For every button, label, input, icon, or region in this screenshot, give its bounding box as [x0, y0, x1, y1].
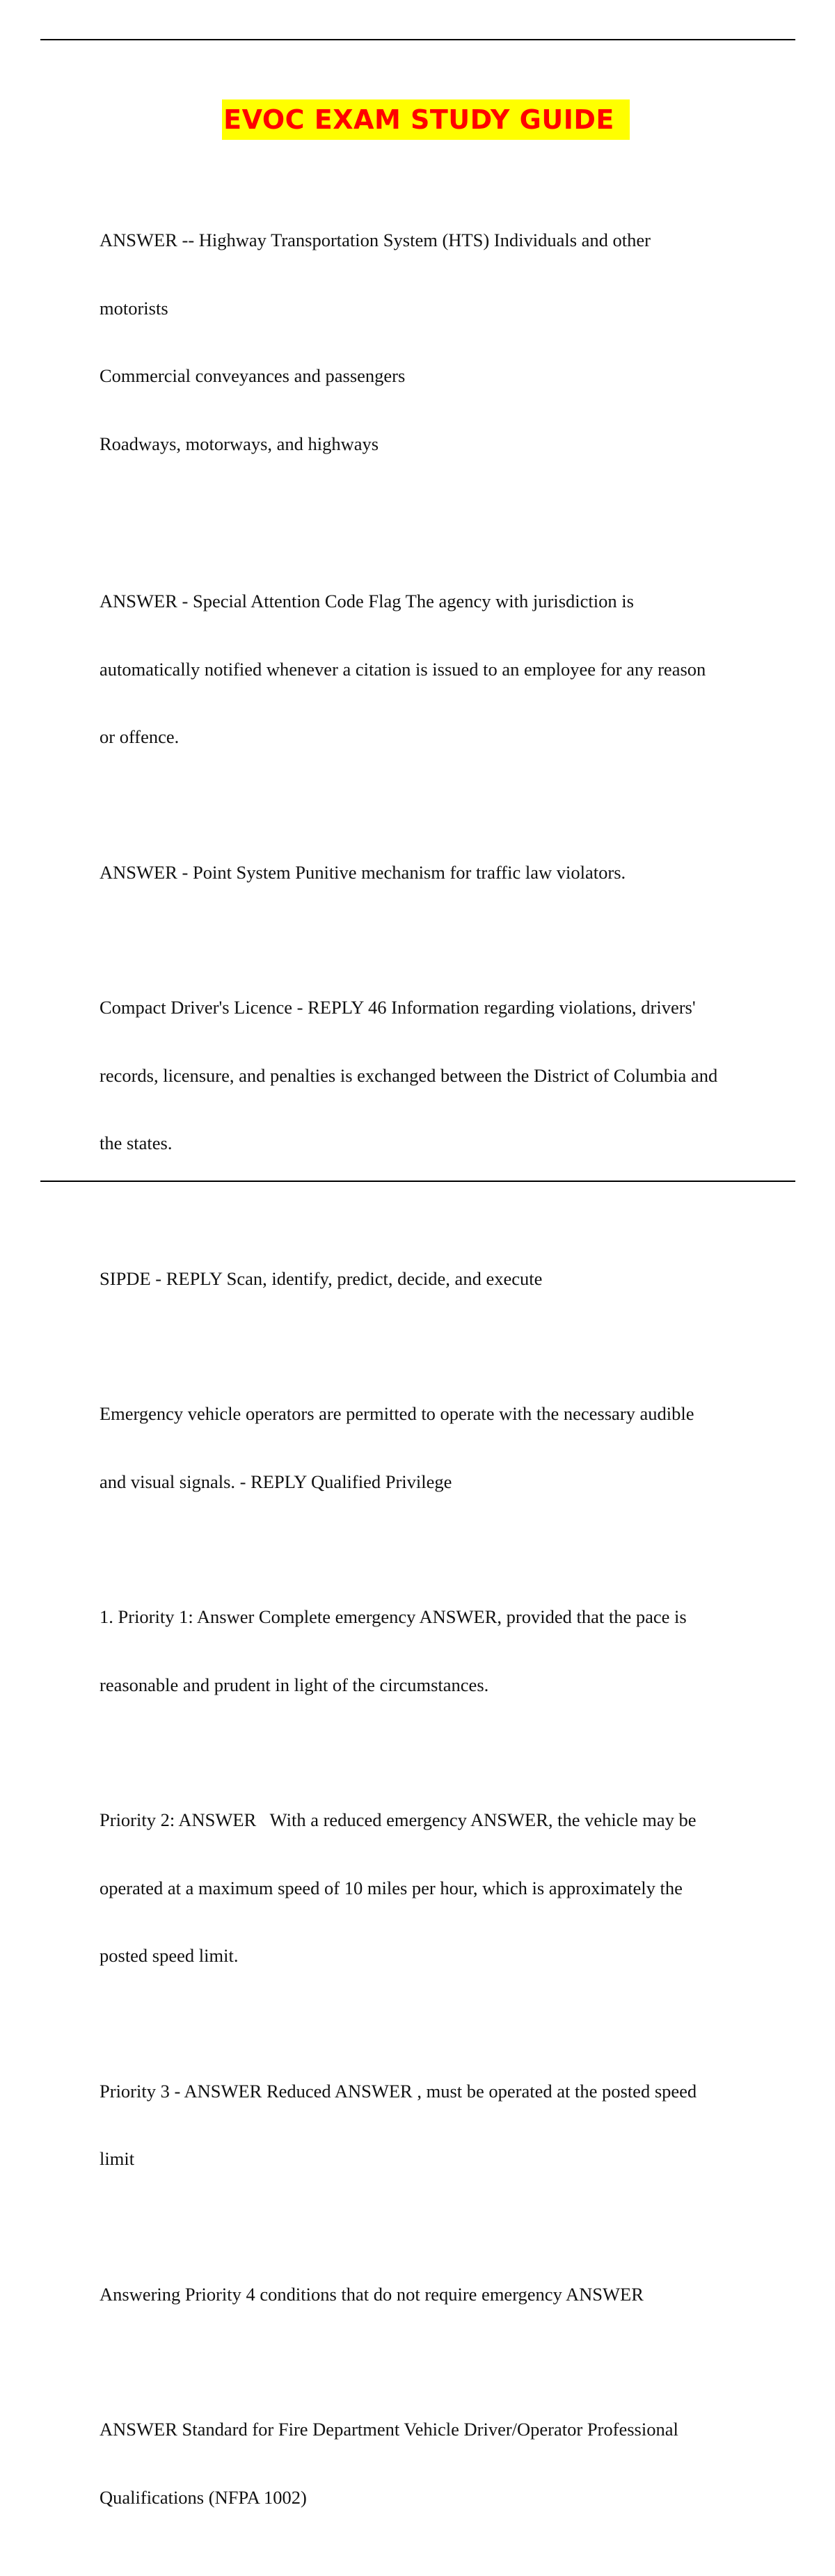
paragraph-line: ANSWER Standard for Fire Department Vehicle Driver/Operator Professional — [100, 2419, 678, 2440]
page-title: EVOC EXAM STUDY GUIDE — [222, 99, 630, 140]
paragraph-6 — [100, 1357, 761, 1538]
paragraph-11 — [100, 2373, 761, 2554]
paragraph-line: Emergency vehicle operators are permitted to operate with the necessary audible — [100, 1403, 694, 1424]
paragraph-4 — [100, 951, 761, 1200]
paragraph-line: posted speed limit. — [100, 1945, 239, 1966]
paragraph-line: ANSWER -- Highway Transportation System (HTS) Individuals and other — [100, 230, 651, 250]
paragraph-line: Answering Priority 4 conditions that do not require emergency ANSWER — [100, 2283, 644, 2305]
paragraph-line: Priority 3 - ANSWER Reduced ANSWER , must be operated at the posted speed — [100, 2080, 697, 2102]
paragraph-line: and visual signals. - REPLY Qualified Privilege — [100, 1471, 452, 1492]
paragraph-5 — [100, 1222, 761, 1336]
paragraph-line: Compact Driver's Licence - REPLY 46 Information regarding violations, drivers' — [100, 997, 696, 1018]
paragraph-line: Qualifications (NFPA 1002) — [100, 2486, 307, 2508]
paragraph-line: operated at a maximum speed of 10 miles per hour, which is approximately the — [100, 1877, 683, 1898]
paragraph-line: motorists — [100, 297, 168, 319]
paragraph-line: Priority 2: ANSWER With a reduced emergency ANSWER, the vehicle may be — [100, 1809, 697, 1830]
paragraph-10 — [100, 2238, 761, 2351]
paragraph-line: records, licensure, and penalties is exchanged between the District of Columbia and — [100, 1064, 718, 1086]
paragraph-line: automatically notified whenever a citation is issued to an employee for any reason — [100, 658, 706, 680]
paragraph-1 — [100, 184, 761, 500]
paragraph-line: SIPDE - REPLY Scan, identify, predict, decide, and execute — [100, 1267, 543, 1289]
paragraph-8 — [100, 1763, 761, 2013]
paragraph-2 — [100, 545, 761, 794]
paragraph-line: ANSWER - Point System Punitive mechanism for traffic law violators. — [100, 861, 626, 883]
paragraph-line: the states. — [100, 1133, 173, 1153]
bottom-rule — [40, 1181, 795, 1182]
paragraph-line: Roadways, motorways, and highways — [100, 433, 379, 454]
title-container — [0, 99, 835, 140]
paragraph-line: limit — [100, 2148, 135, 2169]
top-rule — [40, 39, 795, 40]
paragraph-7 — [100, 1560, 761, 1741]
paragraph-line: ANSWER - Special Attention Code Flag The agency with jurisdiction is — [100, 591, 634, 611]
paragraph-line: reasonable and prudent in light of the circumstances. — [100, 1674, 489, 1695]
paragraph-line: or offence. — [100, 726, 180, 747]
paragraph-9 — [100, 2035, 761, 2216]
paragraph-3 — [100, 816, 761, 929]
document-body — [100, 184, 761, 2576]
paragraph-line: 1. Priority 1: Answer Complete emergency ANSWER, provided that the pace is — [100, 1606, 687, 1627]
paragraph-line: Commercial conveyances and passengers — [100, 365, 406, 386]
